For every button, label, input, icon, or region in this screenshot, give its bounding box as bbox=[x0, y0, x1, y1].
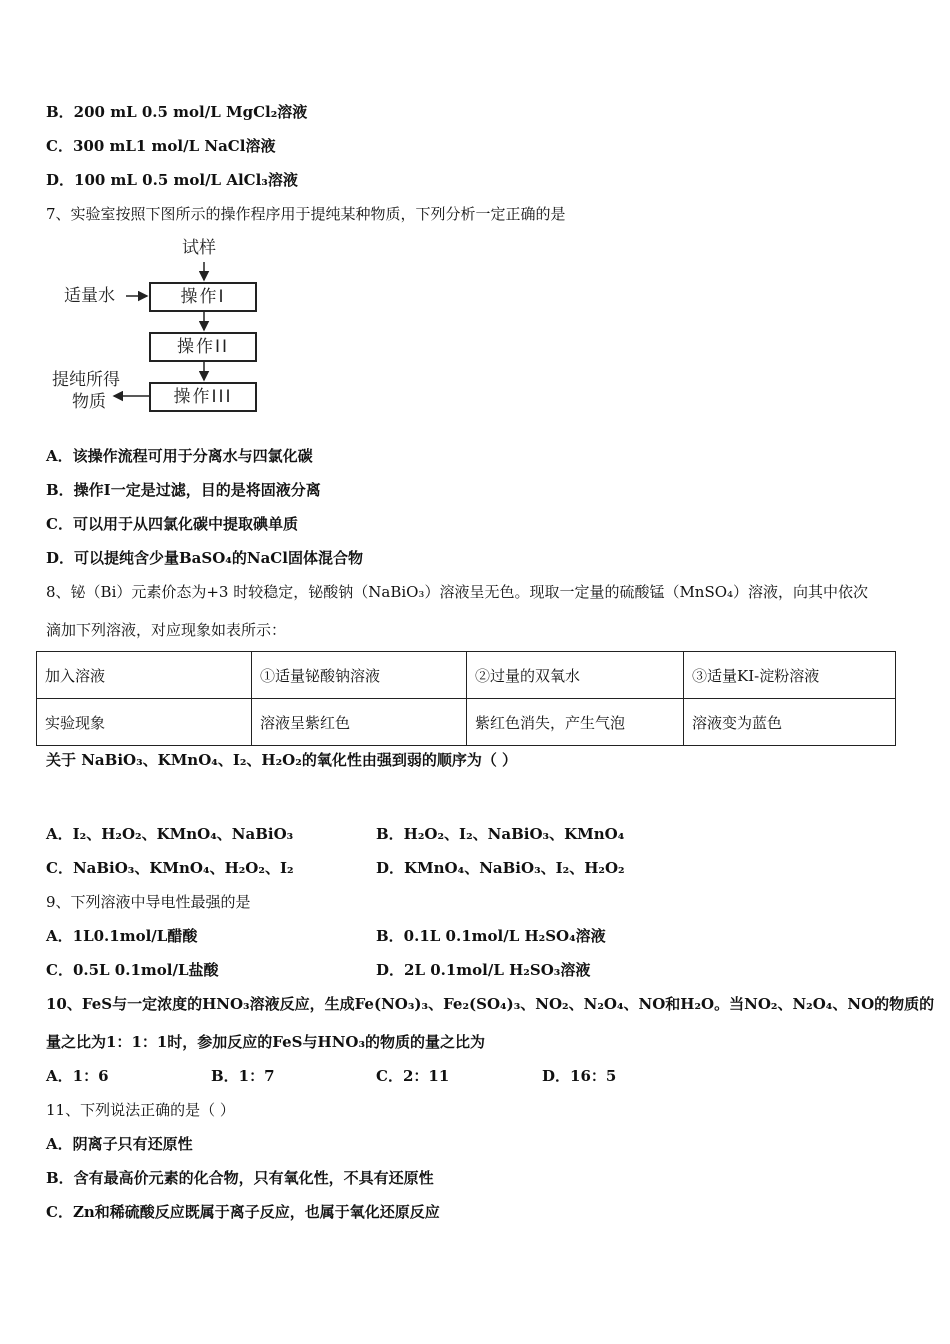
q8-stem-line2: 滴加下列溶液，对应现象如表所示： bbox=[46, 621, 287, 639]
q7-option-b: B．操作I一定是过滤，目的是将固液分离 bbox=[46, 481, 321, 499]
q8-stem-line1: 8、铋（Bi）元素价态为+3 时较稳定，铋酸钠（NaBiO₃）溶液呈无色。现取一定量的硫酸锰（MnSO₄）溶液，向其中依次 bbox=[46, 583, 869, 601]
q7-option-d: D．可以提纯含少量BaSO₄的NaCl固体混合物 bbox=[46, 549, 363, 567]
q6-option-c: C．300 mL1 mol/L NaCl溶液 bbox=[46, 137, 276, 155]
q7-option-c: C．可以用于从四氯化碳中提取碘单质 bbox=[46, 515, 298, 533]
q11-option-a: A．阴离子只有还原性 bbox=[46, 1135, 193, 1153]
q11-option-b: B．含有最高价元素的化合物，只有氧化性，不具有还原性 bbox=[46, 1169, 434, 1187]
table-row bbox=[37, 699, 896, 746]
q10-stem-line2: 量之比为1：1：1时，参加反应的FeS与HNO₃的物质的量之比为 bbox=[46, 1033, 486, 1051]
q8-option-a: A．I₂、H₂O₂、KMnO₄、NaBiO₃ bbox=[46, 825, 294, 843]
q7-stem: 7、实验室按照下图所示的操作程序用于提纯某种物质，下列分析一定正确的是 bbox=[46, 205, 566, 223]
q9-option-b: B．0.1L 0.1mol/L H₂SO₄溶液 bbox=[376, 927, 606, 945]
q8-option-c: C．NaBiO₃、KMnO₄、H₂O₂、I₂ bbox=[46, 859, 294, 877]
flowchart bbox=[50, 236, 290, 426]
q6-option-d: D．100 mL 0.5 mol/L AlCl₃溶液 bbox=[46, 171, 298, 189]
table-cell: ③适量KI-淀粉溶液 bbox=[684, 652, 896, 699]
q11-stem: 11、下列说法正确的是（ ） bbox=[46, 1101, 235, 1119]
flow-op3-box: 操作III bbox=[149, 382, 257, 412]
experiment-table bbox=[36, 651, 896, 746]
flow-op2-box: 操作II bbox=[149, 332, 257, 362]
table-cell: 加入溶液 bbox=[37, 652, 252, 699]
table-cell: ①适量铋酸钠溶液 bbox=[252, 652, 467, 699]
q9-option-d: D．2L 0.1mol/L H₂SO₃溶液 bbox=[376, 961, 591, 979]
q11-option-c: C．Zn和稀硫酸反应既属于离子反应，也属于氧化还原反应 bbox=[46, 1203, 440, 1221]
table-cell: ②过量的双氧水 bbox=[467, 652, 684, 699]
q10-option-b: B．1：7 bbox=[211, 1067, 275, 1085]
q8-options-row1 bbox=[46, 824, 846, 844]
table-cell: 紫红色消失，产生气泡 bbox=[467, 699, 684, 746]
q8-question: 关于 NaBiO₃、KMnO₄、I₂、H₂O₂的氧化性由强到弱的顺序为（ ） bbox=[46, 751, 518, 769]
q8-option-b: B．H₂O₂、I₂、NaBiO₃、KMnO₄ bbox=[376, 825, 625, 843]
q10-option-c: C．2：11 bbox=[376, 1067, 450, 1085]
q9-option-c: C．0.5L 0.1mol/L盐酸 bbox=[46, 961, 219, 979]
q6-option-b: B．200 mL 0.5 mol/L MgCl₂溶液 bbox=[46, 103, 308, 121]
q9-option-a: A．1L0.1mol/L醋酸 bbox=[46, 927, 198, 945]
table-cell: 溶液呈紫红色 bbox=[252, 699, 467, 746]
q10-stem-line1: 10、FeS与一定浓度的HNO₃溶液反应，生成Fe(NO₃)₃、Fe₂(SO₄)₃、NO₂、N₂O₄、NO和H₂O。当NO₂、N₂O₄、NO的物质的 bbox=[46, 995, 935, 1013]
table-cell: 溶液变为蓝色 bbox=[684, 699, 896, 746]
q10-options-row bbox=[46, 1066, 846, 1086]
flow-water-label: 适量水 bbox=[64, 286, 115, 306]
flow-product-label-2: 物质 bbox=[72, 392, 106, 412]
q8-option-d: D．KMnO₄、NaBiO₃、I₂、H₂O₂ bbox=[376, 859, 625, 877]
flow-op1-box: 操作I bbox=[149, 282, 257, 312]
q10-option-d: D．16：5 bbox=[542, 1067, 617, 1085]
q7-option-a: A．该操作流程可用于分离水与四氯化碳 bbox=[46, 447, 313, 465]
table-row bbox=[37, 652, 896, 699]
table-cell: 实验现象 bbox=[37, 699, 252, 746]
q9-options-row1 bbox=[46, 926, 846, 946]
q9-options-row2 bbox=[46, 960, 846, 980]
q8-options-row2 bbox=[46, 858, 846, 878]
flow-product-label-1: 提纯所得 bbox=[52, 370, 120, 390]
q10-option-a: A．1：6 bbox=[46, 1067, 109, 1085]
q9-stem: 9、下列溶液中导电性最强的是 bbox=[46, 893, 251, 911]
flow-sample-label: 试样 bbox=[182, 238, 216, 258]
